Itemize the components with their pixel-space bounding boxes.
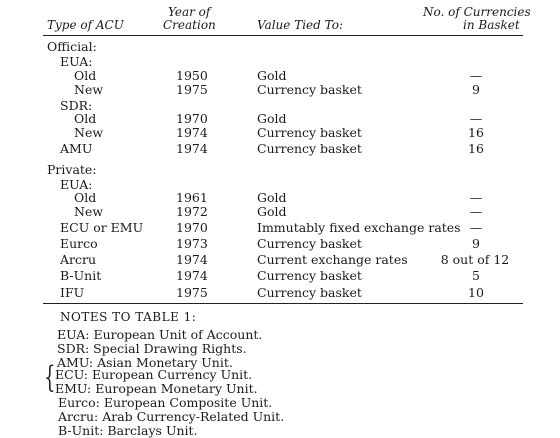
- row-num: —: [469, 68, 483, 83]
- row-num: 5: [472, 268, 480, 283]
- row-num: —: [469, 111, 483, 126]
- row-type: Eurco: [60, 236, 98, 251]
- note-item: AMU: Asian Monetary Unit.: [57, 355, 233, 370]
- row-type: B-Unit: [60, 268, 102, 283]
- row-num: —: [469, 204, 483, 219]
- row-type: New: [74, 82, 104, 97]
- row-year: 1975: [176, 82, 208, 97]
- table-bottom-rule: [43, 303, 523, 304]
- table-row: [0, 141, 560, 156]
- table-row: [0, 111, 560, 126]
- header-num-line1: No. of Currencies: [423, 5, 531, 19]
- table-row: [0, 190, 560, 205]
- row-value: Currency basket: [257, 141, 362, 156]
- header-year-line1: Year of: [168, 5, 211, 19]
- row-type: EUA:: [60, 177, 93, 192]
- row-type: ECU or EMU: [60, 220, 144, 235]
- table-row: [0, 252, 560, 267]
- table-row: [0, 68, 560, 83]
- row-type: New: [74, 204, 104, 219]
- table-row: [0, 204, 560, 219]
- header-num-line2: in Basket: [463, 18, 520, 32]
- header-rule: [43, 35, 523, 36]
- row-type: Arcru: [60, 252, 97, 267]
- row-year: 1975: [176, 285, 208, 300]
- row-num: —: [469, 220, 483, 235]
- row-value: Currency basket: [257, 82, 362, 97]
- row-year: 1973: [176, 236, 208, 251]
- row-type: Old: [74, 190, 97, 205]
- row-num: 16: [468, 141, 484, 156]
- row-year: 1950: [176, 68, 208, 83]
- row-type: SDR:: [60, 98, 93, 113]
- row-type: Old: [74, 68, 97, 83]
- row-type: Official:: [47, 39, 97, 54]
- row-value: Gold: [257, 190, 287, 205]
- row-num: 10: [468, 285, 484, 300]
- row-type: EUA:: [60, 54, 93, 69]
- table-row: [0, 236, 560, 251]
- row-type: Old: [74, 111, 97, 126]
- row-type: IFU: [60, 285, 85, 300]
- row-num: 9: [472, 236, 480, 251]
- note-item: Eurco: European Composite Unit.: [58, 395, 273, 410]
- row-value: Currency basket: [257, 285, 362, 300]
- table-row: [0, 285, 560, 300]
- note-item: Arcru: Arab Currency-Related Unit.: [58, 409, 285, 424]
- header-value: Value Tied To:: [257, 18, 343, 32]
- row-year: 1974: [176, 125, 208, 140]
- row-num: 9: [472, 82, 480, 97]
- note-item: EUA: European Unit of Account.: [57, 327, 263, 342]
- row-year: 1974: [176, 252, 208, 267]
- table-row: [0, 268, 560, 283]
- brace-mark: {: [44, 360, 56, 395]
- table-row: [0, 220, 560, 235]
- row-year: 1970: [176, 220, 208, 235]
- note-item: B-Unit: Barclays Unit.: [58, 423, 198, 438]
- row-value: Gold: [257, 68, 287, 83]
- row-year: 1974: [176, 268, 208, 283]
- row-type: AMU: [60, 141, 93, 156]
- row-value: Currency basket: [257, 125, 362, 140]
- row-value: Currency basket: [257, 236, 362, 251]
- row-type: Private:: [47, 162, 97, 177]
- table-row: [0, 39, 560, 54]
- row-year: 1974: [176, 141, 208, 156]
- row-value: Gold: [257, 204, 287, 219]
- note-item: SDR: Special Drawing Rights.: [57, 341, 247, 356]
- row-value: Gold: [257, 111, 287, 126]
- row-value: Current exchange rates: [257, 252, 408, 267]
- table-row: [0, 82, 560, 97]
- table-row: [0, 125, 560, 140]
- table-row: [0, 54, 560, 69]
- header-type: Type of ACU: [47, 18, 124, 32]
- header-year-line2: Creation: [163, 18, 216, 32]
- note-item: EMU: European Monetary Unit.: [55, 381, 258, 396]
- row-value: Currency basket: [257, 268, 362, 283]
- row-num: 8 out of 12: [440, 252, 510, 267]
- row-year: 1972: [176, 204, 208, 219]
- row-type: New: [74, 125, 104, 140]
- row-value: Immutably fixed exchange rates: [257, 220, 461, 235]
- row-year: 1961: [176, 190, 208, 205]
- table-row: [0, 162, 560, 177]
- row-num: 16: [468, 125, 484, 140]
- notes-title: NOTES TO TABLE 1:: [60, 310, 197, 324]
- note-item: ECU: European Currency Unit.: [55, 367, 253, 382]
- row-num: —: [469, 190, 483, 205]
- row-year: 1970: [176, 111, 208, 126]
